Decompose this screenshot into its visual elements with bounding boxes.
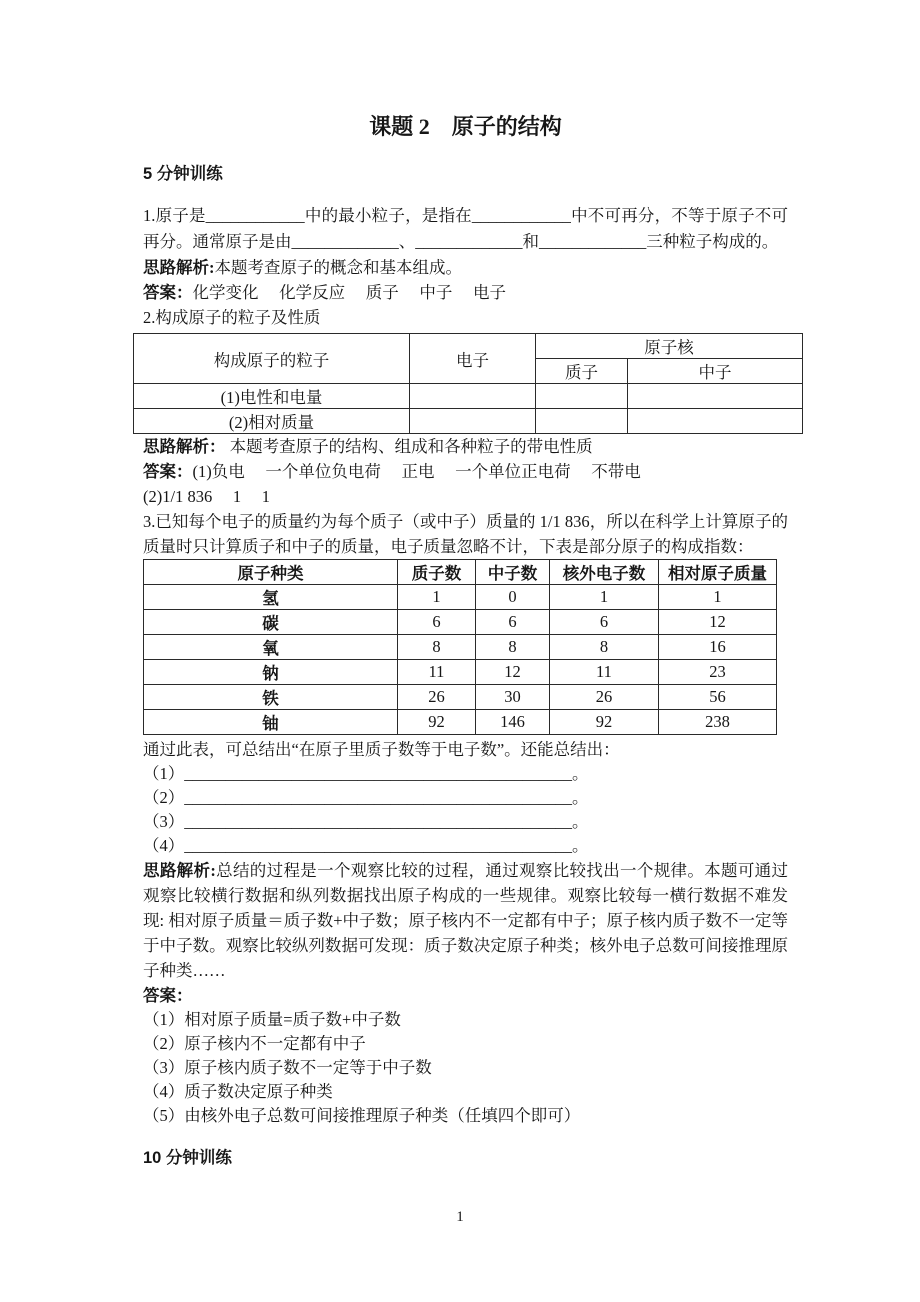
answer-text: 化学变化 化学反应 质子 中子 电子 [192, 283, 506, 302]
table-row-uranium [144, 710, 777, 735]
answer-item-5: （5）由核外电子总数可间接推理原子种类（任填四个即可） [143, 1106, 581, 1125]
answer-item-4: （4）质子数决定原子种类 [143, 1082, 333, 1101]
fill-in-blank-1: （1）_______________________________________________。 [143, 764, 589, 783]
question-3-answer-label [143, 983, 788, 1008]
question-3-analysis [143, 858, 788, 983]
answer-item-2: （2）原子核内不一定都有中子 [143, 1034, 366, 1053]
neutron-header-cell: 中子 [628, 359, 803, 384]
cell-neutrons: 8 [476, 635, 550, 660]
cell-relative-mass: 16 [659, 635, 777, 660]
cell-electrons: 26 [550, 685, 659, 710]
column-header-protons: 质子数 [398, 560, 476, 585]
answer-item-1: （1）相对原子质量=质子数+中子数 [143, 1010, 401, 1029]
cell-neutrons: 30 [476, 685, 550, 710]
cell-relative-mass: 56 [659, 685, 777, 710]
empty-cell [410, 384, 536, 409]
cell-electrons: 1 [550, 585, 659, 610]
question-3-text: 3.已知每个电子的质量约为每个质子（或中子）质量的 1/1 836，所以在科学上计算原子的质量时只计算质子和中子的质量，电子质量忽略不计，下表是部分原子的构成指数： [143, 512, 788, 556]
fill-in-blank-4: （4）_______________________________________________。 [143, 836, 589, 855]
empty-cell [410, 409, 536, 434]
cell-protons: 11 [398, 660, 476, 685]
page-title: 课题 2 原子的结构 [369, 114, 562, 139]
cell-element: 碳 [144, 610, 398, 635]
table-row-iron [144, 685, 777, 710]
analysis-text: 总结的过程是一个观察比较的过程，通过观察比较找出一个规律。本题可通过观察比较横行数据和纵列数据找出原子构成的一些规律。观察比较每一横行数据不难发现: 相对原子质量＝质子数+中子数；原子核内不一定都有中子；原子核内质子数不一定等于中子数。观察比较纵列数据可发现：质子数决定原子种类；核外电子总数可间接推理原子种类…… [143, 861, 789, 980]
electron-header-cell: 电子 [410, 334, 536, 384]
cell-protons: 1 [398, 585, 476, 610]
atom-composition-table [143, 559, 777, 735]
cell-relative-mass: 1 [659, 585, 777, 610]
column-header-relative-mass: 相对原子质量 [659, 560, 777, 585]
cell-neutrons: 6 [476, 610, 550, 635]
fill-in-blank-3: （3）_______________________________________________。 [143, 812, 589, 831]
analysis-text: 本题考查原子的概念和基本组成。 [214, 258, 462, 277]
answer-text: (1)负电 一个单位负电荷 正电 一个单位正电荷 不带电 [192, 462, 641, 481]
proton-header-cell: 质子 [536, 359, 628, 384]
question-2-answer [143, 459, 788, 484]
empty-cell [536, 409, 628, 434]
page-number: 1 [456, 1209, 464, 1225]
corner-header-cell: 构成原子的粒子 [134, 334, 410, 384]
column-header-neutrons: 中子数 [476, 560, 550, 585]
cell-neutrons: 12 [476, 660, 550, 685]
answer-label: 答案： [143, 283, 193, 302]
row-label-cell: (2)相对质量 [134, 409, 410, 434]
table-row-oxygen [144, 635, 777, 660]
analysis-label: 思路解析: [143, 861, 216, 880]
nucleus-header-cell: 原子核 [536, 334, 803, 359]
empty-cell [628, 409, 803, 434]
cell-neutrons: 0 [476, 585, 550, 610]
cell-protons: 8 [398, 635, 476, 660]
empty-cell [628, 384, 803, 409]
cell-element: 铀 [144, 710, 398, 735]
question-1-answer [143, 280, 788, 305]
cell-protons: 6 [398, 610, 476, 635]
cell-element: 氧 [144, 635, 398, 660]
analysis-label: 思路解析： [143, 437, 226, 456]
particle-properties-table [133, 333, 803, 434]
cell-relative-mass: 238 [659, 710, 777, 735]
fill-in-blank-2: （2）_______________________________________________。 [143, 788, 589, 807]
table-row-carbon [144, 610, 777, 635]
answer-item-3: （3）原子核内质子数不一定等于中子数 [143, 1058, 432, 1077]
section-heading-5min: 5 分钟训练 [143, 165, 223, 183]
cell-electrons: 6 [550, 610, 659, 635]
row-label-cell: (1)电性和电量 [134, 384, 410, 409]
analysis-label: 思路解析: [143, 258, 215, 277]
cell-electrons: 8 [550, 635, 659, 660]
answer-label: 答案： [143, 986, 193, 1005]
section-heading-10min: 10 分钟训练 [143, 1149, 232, 1167]
column-header-atom-type: 原子种类 [144, 560, 398, 585]
answer-label: 答案： [143, 462, 193, 481]
conclusion-intro: 通过此表，可总结出“在原子里质子数等于电子数”。还能总结出： [143, 740, 620, 759]
cell-element: 铁 [144, 685, 398, 710]
cell-protons: 26 [398, 685, 476, 710]
cell-element: 氢 [144, 585, 398, 610]
cell-element: 钠 [144, 660, 398, 685]
table-row-sodium [144, 660, 777, 685]
cell-relative-mass: 12 [659, 610, 777, 635]
table-row-hydrogen [144, 585, 777, 610]
question-1-text: 1.原子是____________中的最小粒子，是指在____________中不可再分，不等于原子不可再分。通常原子是由_____________、_____________和_____________三种粒子构成的。 [143, 206, 788, 251]
cell-protons: 92 [398, 710, 476, 735]
cell-neutrons: 146 [476, 710, 550, 735]
analysis-text: 本题考查原子的结构、组成和各种粒子的带电性质 [225, 437, 593, 456]
cell-electrons: 92 [550, 710, 659, 735]
question-2-intro: 2.构成原子的粒子及性质 [143, 308, 321, 327]
column-header-electrons: 核外电子数 [550, 560, 659, 585]
cell-relative-mass: 23 [659, 660, 777, 685]
question-2-analysis [143, 434, 788, 459]
cell-electrons: 11 [550, 660, 659, 685]
question-2-answer-2: (2)1/1 836 1 1 [143, 487, 270, 506]
empty-cell [536, 384, 628, 409]
question-1-analysis [143, 255, 788, 280]
